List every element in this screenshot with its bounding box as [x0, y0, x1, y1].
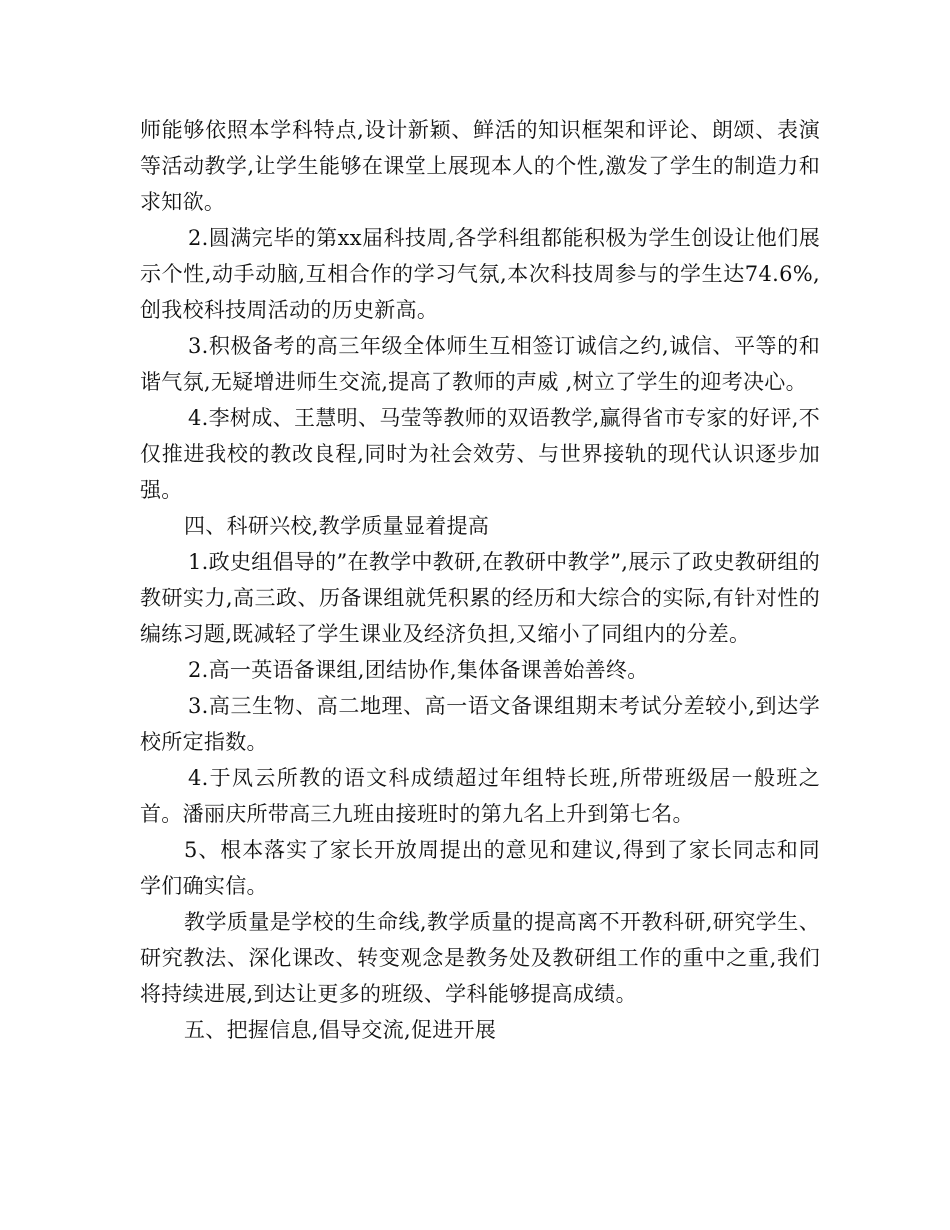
- paragraph-3: 3.积极备考的高三年级全体师生互相签订诚信之约,诚信、平等的和谐气氛,无疑增进师生交流,提高了教师的声威 ,树立了学生的迎考决心。: [140, 334, 820, 394]
- paragraph-9: 5、根本落实了家长开放周提出的意见和建议,得到了家长同志和同学们确实信。: [140, 838, 820, 898]
- paragraph-5: 1.政史组倡导的”在教学中教研,在教研中教学”,展示了政史教研组的教研实力,高三政、历备课组就凭积累的经历和大综合的实际,有针对性的编练习题,既减轻了学生课业及经济负担,又缩小了同组内的分差。: [140, 550, 820, 646]
- paragraph-10: 教学质量是学校的生命线,教学质量的提高离不开教科研,研究学生、研究教法、深化课改、转变观念是教务处及教研组工作的重中之重,我们将持续进展,到达让更多的班级、学科能够提高成绩。: [140, 910, 820, 1006]
- paragraph-7: 3.高三生物、高二地理、高一语文备课组期末考试分差较小,到达学校所定指数。: [140, 694, 820, 754]
- section-heading-4: 四、科研兴校,教学质量显着提高: [184, 514, 490, 538]
- paragraph-6: 2.高一英语备课组,团结协作,集体备课善始善终。: [188, 658, 649, 682]
- section-heading-5: 五、把握信息,倡导交流,促进开展: [184, 1018, 497, 1042]
- paragraph-1: 师能够依照本学科特点,设计新颖、鲜活的知识框架和评论、朗颂、表演等活动教学,让学生能够在课堂上展现本人的个性,激发了学生的制造力和求知欲。: [140, 118, 820, 214]
- document-body: [140, 112, 820, 1048]
- paragraph-2: 2.圆满完毕的第xx届科技周,各学科组都能积极为学生创设让他们展示个性,动手动脑,互相合作的学习气氛,本次科技周参与的学生达74.6%,创我校科技周活动的历史新高。: [140, 226, 820, 322]
- paragraph-8: 4.于凤云所教的语文科成绩超过年组特长班,所带班级居一般班之首。潘丽庆所带高三九班由接班时的第九名上升到第七名。: [140, 766, 820, 826]
- paragraph-4: 4.李树成、王慧明、马莹等教师的双语教学,赢得省市专家的好评,不仅推进我校的教改良程,同时为社会效劳、与世界接轨的现代认识逐步加强。: [140, 406, 820, 502]
